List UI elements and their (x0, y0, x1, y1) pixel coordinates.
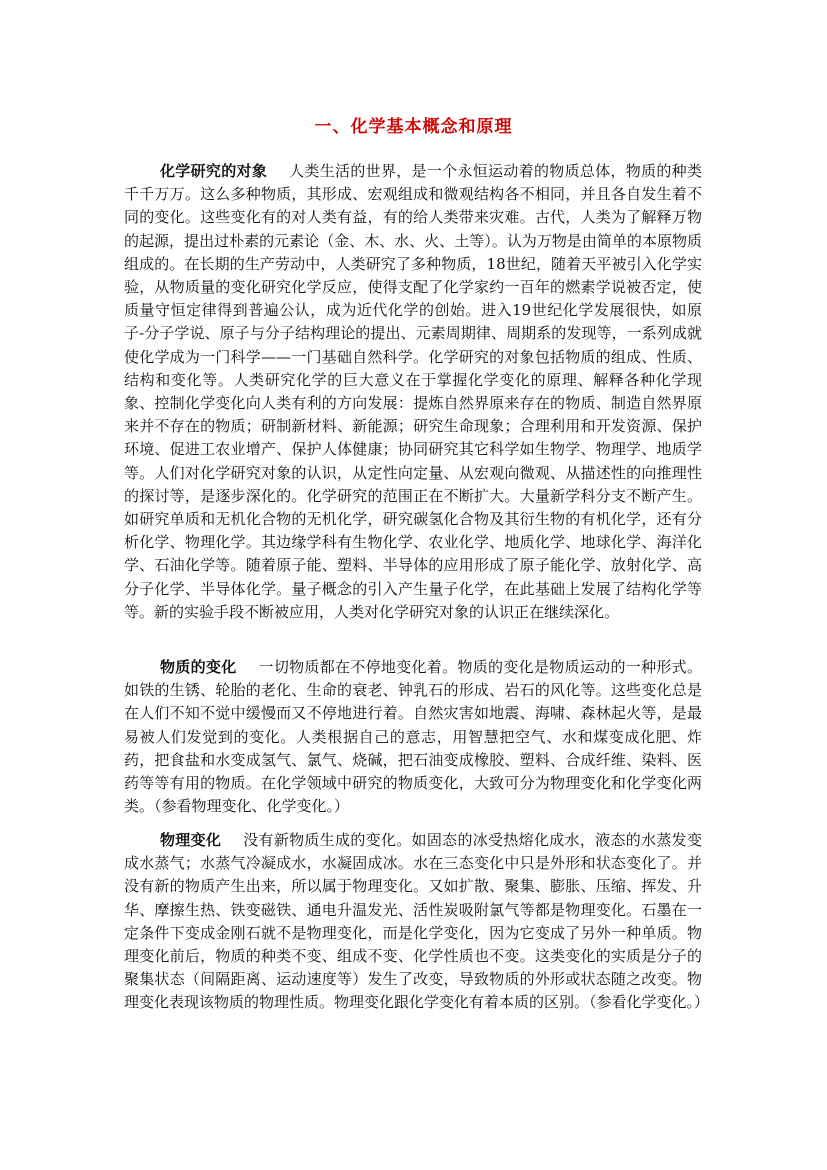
section-matter-change (124, 656, 702, 818)
section-heading: 化学研究的对象 (160, 162, 268, 180)
section-body: 没有新物质生成的变化。如固态的冰受热熔化成水，液态的水蒸发变成水蒸气；水蒸气冷凝成水，水凝固成冰。水在三态变化中只是外形和状态变化了。并没有新的物质产生出来，所以属于物理变化。又如扩散、聚集、膨胀、压缩、挥发、升华、摩擦生热、铁变磁铁、通电升温发光、活性炭吸附氯气等都是物理变化。石墨在一定条件下变成金刚石就不是物理变化，而是化学变化，因为它变成了另外一种单质。物理变化前后，物质的种类不变、组成不变、化学性质也不变。这类变化的实质是分子的聚集状态（间隔距离、运动速度等）发生了改变，导致物质的外形或状态随之改变。物理变化表现该物质的物理性质。物理变化跟化学变化有着本质的区别。（参看化学变化。） (124, 831, 710, 1012)
section-heading: 物理变化 (160, 831, 222, 849)
section-body: 一切物质都在不停地变化着。物质的变化是物质运动的一种形式。如铁的生锈、轮胎的老化、生命的衰老、钟乳石的形成、岩石的风化等。这些变化总是在人们不知不觉中缓慢而又不停地进行着。自然灾害如地震、海啸、森林起火等，是最易被人们发觉到的变化。人类根据自己的意志，用智慧把空气、水和煤变成化肥、炸药，把食盐和水变成氢气、氯气、烧碱，把石油变成橡胶、塑料、合成纤维、染料、医药等等有用的物质。在化学领域中研究的物质变化，大致可分为物理变化和化学变化两类。（参看物理变化、化学变化。） (124, 658, 702, 816)
section-heading: 物质的变化 (160, 658, 237, 676)
section-body: 人类生活的世界，是一个永恒运动着的物质总体，物质的种类千千万万。这么多种物质，其形成、宏观组成和微观结构各不相同，并且各自发生着不同的变化。这些变化有的对人类有益，有的给人类带来灾难。古代，人类为了解释万物的起源，提出过朴素的元素论（金、木、水、火、土等）。认为万物是由简单的本原物质组成的。在长期的生产劳动中，人类研究了多种物质，18世纪，随着天平被引入化学实验，从物质量的变化研究化学反应，使得支配了化学家约一百年的燃素学说被否定，使质量守恒定律得到普遍公认，成为近代化学的创始。进入19世纪化学发展很快，如原子-分子学说、原子与分子结构理论的提出、元素周期律、周期系的发现等，一系列成就使化学成为一门科学——一门基础自然科学。化学研究的对象包括物质的组成、性质、结构和变化等。人类研究化学的巨大意义在于掌握化学变化的原理、解释各种化学现象、控制化学变化向人类有利的方向发展：提炼自然界原来存在的物质、制造自然界原来并不存在的物质；研制新材料、新能源；研究生命现象；合理利用和开发资源、保护环境、促进工农业增产、保护人体健康；协同研究其它科学如生物学、物理学、地质学等。人们对化学研究对象的认识，从定性向定量、从宏观向微观、从描述性的向推理性的探讨等，是逐步深化的。化学研究的范围正在不断扩大。大量新学科分支不断产生。如研究单质和无机化合物的无机化学，研究碳氢化合物及其衍生物的有机化学，还有分析化学、物理化学。其边缘学科有生物化学、农业化学、地质化学、地球化学、海洋化学、石油化学等。随着原子能、塑料、半导体的应用形成了原子能化学、放射化学、高分子化学、半导体化学。量子概念的引入产生量子化学，在此基础上发展了结构化学等等。新的实验手段不断被应用，人类对化学研究对象的认识正在继续深化。 (124, 162, 702, 621)
section-chemistry-object (124, 160, 702, 624)
section-physical-change (124, 829, 710, 1015)
page-title: 一、化学基本概念和原理 (314, 117, 513, 137)
